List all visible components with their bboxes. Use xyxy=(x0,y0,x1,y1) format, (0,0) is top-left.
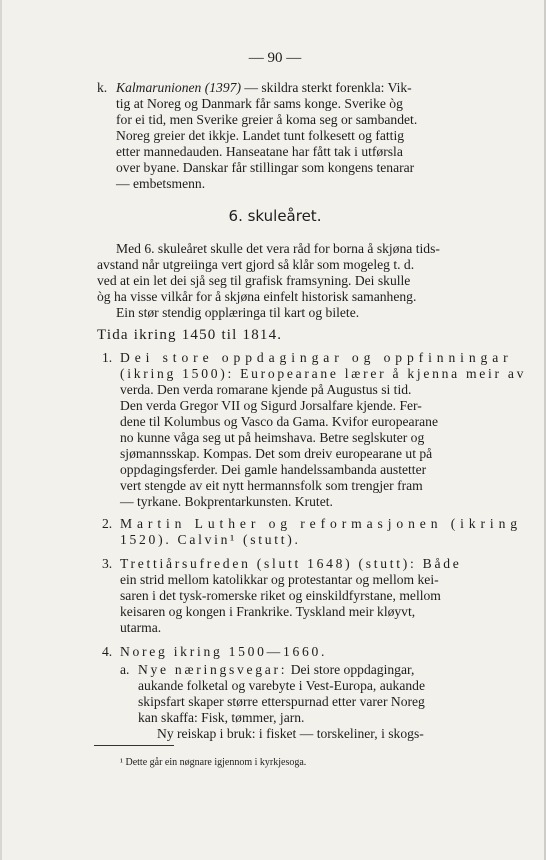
item-4-marker: 4. xyxy=(102,644,113,659)
section-k-line: tig at Noreg og Danmark får sams konge. Sverike òg xyxy=(116,96,403,111)
item-3-marker: 3. xyxy=(102,556,113,571)
item-4-title: Noreg ikring 1500—1660. xyxy=(120,644,328,659)
item-1-line: sjømannsskap. Kompas. Det som dreiv europearane ut på xyxy=(120,446,433,461)
item-4a-marker: a. xyxy=(120,662,130,677)
section-k-first-line xyxy=(116,80,412,96)
item-1-line xyxy=(120,366,526,382)
section-k-line: over byane. Danskar får stillingar som kongens tenarar xyxy=(116,160,415,175)
item-3-line: saren i det tysk-romerske riket og einskildfyrstane, mellom xyxy=(120,588,441,603)
item-2-title: Martin Luther og reformasjonen (ikring xyxy=(120,516,522,531)
item-2-line: 1520). Calvin¹ (stutt). xyxy=(120,532,301,547)
item-1-line-text: (ikring 1500): Europearane lærer å kjenna meir av xyxy=(120,366,527,381)
item-4a-line: Dei store oppdagingar, xyxy=(287,662,415,677)
intro-line: avstand når utgreiinga vert gjord så klår som mogeleg t. d. xyxy=(97,257,415,272)
section-k-title: Kalmarunionen (1397) xyxy=(116,80,241,95)
item-1-line: no kunne våga seg ut på heimshava. Betre seglskuter og xyxy=(120,430,425,445)
intro-line: òg ha visse vilkår for å skjøna einfelt historisk samanheng. xyxy=(97,289,417,304)
item-3-line: utarma. xyxy=(120,620,162,635)
section-k-line: — skildra sterkt forenkla: Vik- xyxy=(240,80,412,95)
period-title: Tida ikring 1450 til 1814. xyxy=(97,327,283,343)
page-number: — 90 — xyxy=(248,50,302,66)
item-4a-first-line xyxy=(138,662,414,678)
intro-line: Med 6. skuleåret skulle det vera råd for borna å skjøna tids- xyxy=(116,241,440,256)
footnote-rule xyxy=(94,745,174,746)
item-1-line: dene til Kolumbus og Vasco da Gama. Kvifor europearane xyxy=(120,414,438,429)
section-heading: 6. skuleåret. xyxy=(228,207,322,225)
section-k-line: — embetsmenn. xyxy=(116,176,206,191)
item-1-line: oppdagingsferder. Dei gamle handelssambanda austetter xyxy=(120,462,427,477)
section-k-marker: k. xyxy=(97,80,108,95)
item-1-line: vert stengde av eit nytt hermannsfolk som trengjer fram xyxy=(120,478,423,493)
intro-line: ved at ein let dei sjå seg til grafisk framsyning. Dei skulle xyxy=(97,273,411,288)
item-1-line: — tyrkane. Bokprentarkunsten. Krutet. xyxy=(120,494,333,509)
item-4a-line: Ny reiskap i bruk: i fisket — torskeliner, i skogs- xyxy=(157,726,424,741)
item-4a-line: kan skaffa: Fisk, tømmer, jarn. xyxy=(138,710,305,725)
section-k-line: for ei tid, men Sverike greier å koma seg or sambandet. xyxy=(116,112,418,127)
footnote: ¹ Dette går ein nøgnare igjennom i kyrkjesoga. xyxy=(120,757,307,768)
item-4a-line: aukande folketal og varebyte i Vest-Europa, aukande xyxy=(138,678,425,693)
item-3-title: Trettiårsufreden (slutt 1648) (stutt): Både xyxy=(120,556,462,571)
item-1-line: Den verda Gregor VII og Sigurd Jorsalfare kjende. Fer- xyxy=(120,398,422,413)
item-4a-line: skipsfart skaper større etterspurnad etter varer Noreg xyxy=(138,694,425,709)
item-1-marker: 1. xyxy=(102,350,113,365)
section-k-line: etter mannedauden. Hanseatane har fått tak i utførsla xyxy=(116,144,403,159)
item-3-line: ein strid mellom katolikkar og protestantar og mellom kei- xyxy=(120,572,439,587)
item-1-title: Dei store oppdagingar og oppfinningar xyxy=(120,350,513,365)
item-1-line: verda. Den verda romarane kjende på Augustus si tid. xyxy=(120,382,412,397)
item-3-line: keisaren og kongen i Frankrike. Tyskland meir kløyvt, xyxy=(120,604,416,619)
item-4a-title: Nye næringsvegar: xyxy=(138,662,288,677)
section-k-line: Noreg greier det ikkje. Landet tunt folkesett og fattig xyxy=(116,128,405,143)
intro-line: Ein stør stendig opplæringa til kart og bilete. xyxy=(116,305,360,320)
item-2-marker: 2. xyxy=(102,516,113,531)
